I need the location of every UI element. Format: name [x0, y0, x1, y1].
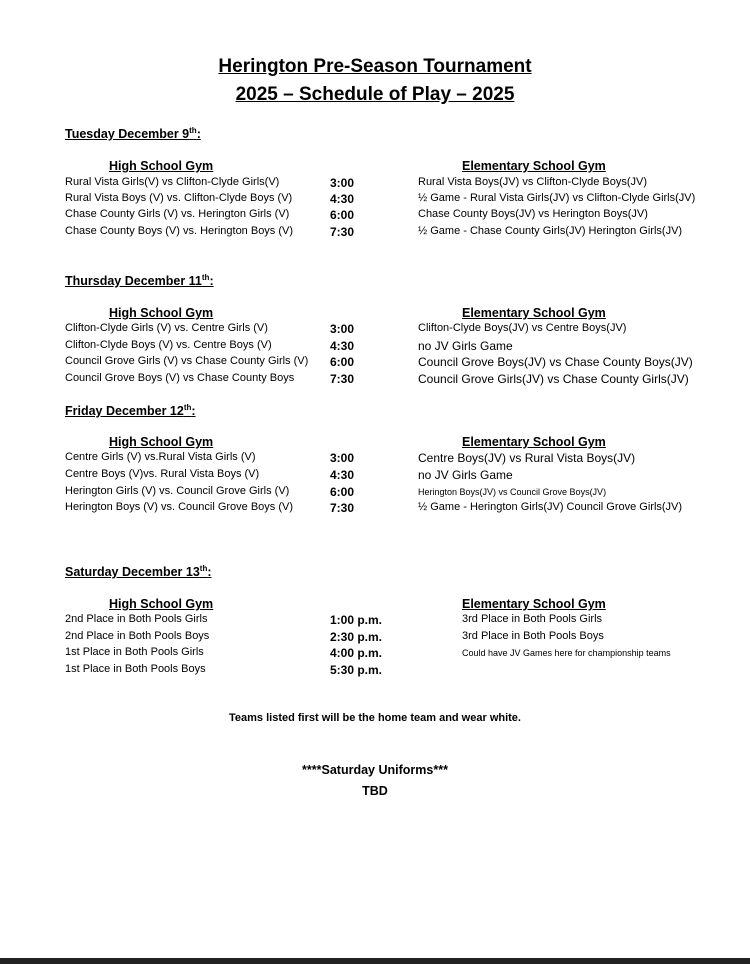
hs-game: Chase County Girls (V) vs. Herington Girls (V) — [65, 208, 290, 220]
game-row — [0, 355, 750, 371]
game-time: 4:30 — [330, 192, 355, 206]
game-row — [0, 339, 750, 355]
el-game: Clifton-Clyde Boys(JV) vs Centre Boys(JV) — [418, 322, 627, 334]
day-heading-tuesday: Tuesday December 9th: — [65, 126, 201, 142]
game-time: 3:00 — [330, 322, 355, 336]
bottom-edge-bar — [0, 958, 750, 964]
el-game: ½ Game - Chase County Girls(JV) Herington Girls(JV) — [418, 225, 683, 237]
game-row — [0, 613, 750, 629]
game-row — [0, 208, 750, 224]
hs-game: Herington Boys (V) vs. Council Grove Boys (V) — [65, 501, 294, 513]
game-time: 7:30 — [330, 225, 355, 239]
hs-game: 1st Place in Both Pools Boys — [65, 663, 206, 675]
el-game: Centre Boys(JV) vs Rural Vista Boys(JV) — [418, 451, 636, 465]
game-time: 7:30 — [330, 372, 355, 386]
hs-gym-header: High School Gym — [109, 597, 214, 611]
game-row — [0, 485, 750, 501]
document-title: Herington Pre-Season Tournament — [218, 56, 532, 77]
hs-gym-header: High School Gym — [109, 435, 214, 449]
el-game: Council Grove Girls(JV) vs Chase County Girls(JV) — [418, 372, 689, 386]
game-time: 4:30 — [330, 339, 355, 353]
el-game: 3rd Place in Both Pools Girls — [462, 613, 603, 625]
game-time: 4:30 — [330, 468, 355, 482]
game-row — [0, 646, 750, 662]
game-row — [0, 468, 750, 484]
game-time: 3:00 — [330, 451, 355, 465]
game-time: 3:00 — [330, 176, 355, 190]
elementary-gym-header: Elementary School Gym — [462, 435, 606, 449]
home-team-note: Teams listed first will be the home team and wear white. — [229, 712, 521, 724]
el-game: no JV Girls Game — [418, 468, 513, 482]
hs-game: Clifton-Clyde Boys (V) vs. Centre Boys (V) — [65, 339, 272, 351]
hs-game: Chase County Boys (V) vs. Herington Boys (V) — [65, 225, 294, 237]
hs-game: 2nd Place in Both Pools Girls — [65, 613, 208, 625]
day-heading-thursday: Thursday December 11th: — [65, 273, 214, 289]
el-game: 3rd Place in Both Pools Boys — [462, 630, 604, 642]
el-game: Could have JV Games here for championship teams — [462, 648, 671, 658]
game-row — [0, 322, 750, 338]
game-time: 5:30 p.m. — [330, 663, 383, 677]
el-game: ½ Game - Herington Girls(JV) Council Grove Girls(JV) — [418, 501, 683, 513]
game-time: 4:00 p.m. — [330, 646, 383, 660]
el-game: Chase County Boys(JV) vs Herington Boys(JV) — [418, 208, 648, 220]
hs-game: 1st Place in Both Pools Girls — [65, 646, 204, 658]
elementary-gym-header: Elementary School Gym — [462, 306, 606, 320]
hs-game: Rural Vista Girls(V) vs Clifton-Clyde Girls(V) — [65, 176, 280, 188]
hs-game: Herington Girls (V) vs. Council Grove Girls (V) — [65, 485, 290, 497]
el-game: no JV Girls Game — [418, 339, 513, 353]
hs-game: Council Grove Boys (V) vs Chase County Boys — [65, 372, 295, 384]
el-game: ½ Game - Rural Vista Girls(JV) vs Clifton-Clyde Girls(JV) — [418, 192, 696, 204]
hs-gym-header: High School Gym — [109, 159, 214, 173]
game-time: 6:00 — [330, 208, 355, 222]
game-time: 6:00 — [330, 485, 355, 499]
game-row — [0, 372, 750, 388]
saturday-uniforms-title: ****Saturday Uniforms*** — [302, 763, 448, 777]
game-row — [0, 192, 750, 208]
game-row — [0, 225, 750, 241]
hs-game: Clifton-Clyde Girls (V) vs. Centre Girls (V) — [65, 322, 268, 334]
el-game: Herington Boys(JV) vs Council Grove Boys(JV) — [418, 487, 607, 497]
hs-gym-header: High School Gym — [109, 306, 214, 320]
game-row — [0, 176, 750, 192]
day-heading-saturday: Saturday December 13th: — [65, 564, 212, 580]
game-row — [0, 630, 750, 646]
el-game: Rural Vista Boys(JV) vs Clifton-Clyde Boys(JV) — [418, 176, 648, 188]
hs-game: Centre Boys (V)vs. Rural Vista Boys (V) — [65, 468, 260, 480]
elementary-gym-header: Elementary School Gym — [462, 159, 606, 173]
day-heading-friday: Friday December 12th: — [65, 403, 196, 419]
game-time: 2:30 p.m. — [330, 630, 383, 644]
game-row — [0, 501, 750, 517]
elementary-gym-header: Elementary School Gym — [462, 597, 606, 611]
hs-game: Rural Vista Boys (V) vs. Clifton-Clyde Boys (V) — [65, 192, 293, 204]
document-subtitle: 2025 – Schedule of Play – 2025 — [235, 84, 515, 105]
game-time: 6:00 — [330, 355, 355, 369]
el-game: Council Grove Boys(JV) vs Chase County Boys(JV) — [418, 355, 693, 369]
game-row — [0, 663, 750, 679]
hs-game: Council Grove Girls (V) vs Chase County Girls (V) — [65, 355, 309, 367]
hs-game: Centre Girls (V) vs.Rural Vista Girls (V) — [65, 451, 256, 463]
game-time: 7:30 — [330, 501, 355, 515]
hs-game: 2nd Place in Both Pools Boys — [65, 630, 210, 642]
game-row — [0, 451, 750, 467]
saturday-uniforms-value: TBD — [362, 784, 388, 798]
game-time: 1:00 p.m. — [330, 613, 383, 627]
